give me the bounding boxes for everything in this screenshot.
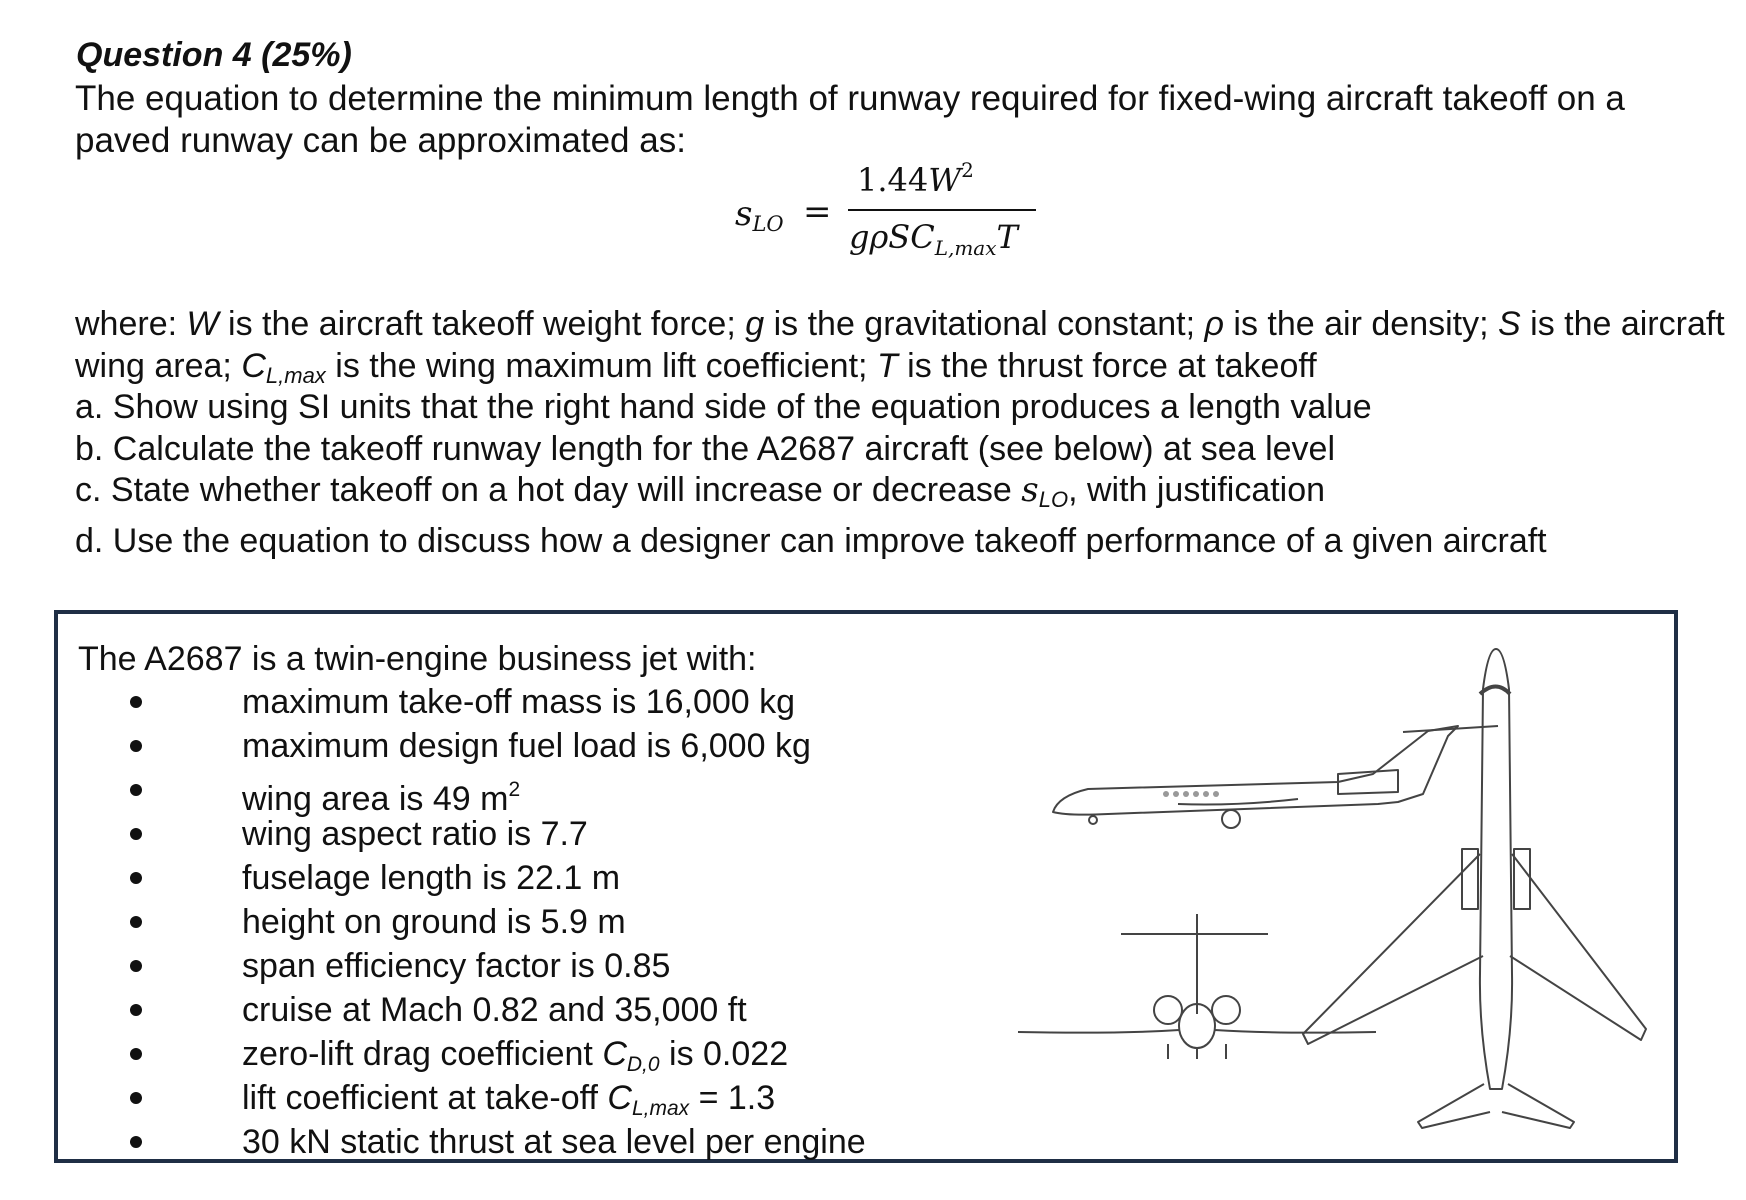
bullet-icon	[130, 1136, 142, 1148]
task-d: d. Use the equation to discuss how a designer can improve takeoff performance of a given aircraft	[75, 521, 1547, 560]
spec-item: fuselage length is 22.1 m	[130, 856, 866, 900]
bullet-icon	[130, 960, 142, 972]
spec-intro: The A2687 is a twin-engine business jet with:	[78, 640, 757, 678]
spec-item: height on ground is 5.9 m	[130, 900, 866, 944]
question-intro: The equation to determine the minimum length of runway required for fixed-wing aircraft takeoff on a paved runway can be approximated as:	[75, 79, 1625, 160]
spec-item: wing area is 49 $m^2$	[130, 768, 866, 812]
spec-item: maximum design fuel load is 6,000 kg	[130, 724, 866, 768]
spec-item: maximum take-off mass is 16,000 kg	[130, 680, 866, 724]
bullet-icon	[130, 1004, 142, 1016]
aircraft-side-view	[1053, 726, 1498, 828]
task-a: a. Show using SI units that the right hand side of the equation produces a length value	[75, 388, 1372, 426]
aircraft-top-view	[1303, 649, 1646, 1128]
bullet-icon	[130, 1048, 142, 1060]
bullet-icon	[130, 696, 142, 708]
bullet-icon	[130, 1092, 142, 1104]
spec-item: span efficiency factor is 0.85	[130, 944, 866, 988]
bullet-icon	[130, 872, 142, 884]
aircraft-three-view-drawing	[978, 634, 1658, 1144]
variable-definitions: where: W is the aircraft takeoff weight force; g is the gravitational constant; ρ is the air density; S is the aircraft wing area; $C_{L,max}$ is the wing maximum lift coefficient; T is the thrust force at takeoff	[75, 305, 1725, 388]
bullet-icon	[130, 916, 142, 928]
equation-equals: =	[803, 192, 832, 232]
equation-denominator: gρSC$_{L,max}$T	[849, 218, 1018, 260]
task-list	[75, 387, 1547, 562]
question-title: Question 4 (25%)	[76, 36, 352, 74]
spec-item: cruise at Mach 0.82 and 35,000 ft	[130, 988, 866, 1032]
bullet-icon	[130, 828, 142, 840]
bullet-icon	[130, 784, 142, 796]
spec-list	[130, 680, 866, 1164]
equation-numerator: $1.44W^2$	[857, 158, 974, 199]
task-b: b. Calculate the takeoff runway length for the A2687 aircraft (see below) at sea level	[75, 429, 1335, 468]
equation-lhs: $s_{LO}$	[735, 194, 784, 236]
spec-item: zero-lift drag coefficient $C_{D,0}$ is 0.022	[130, 1032, 866, 1076]
aircraft-spec-box	[54, 610, 1678, 1163]
spec-item: 30 kN static thrust at sea level per engine	[130, 1120, 866, 1164]
bullet-icon	[130, 740, 142, 752]
fraction-bar	[848, 209, 1036, 211]
spec-item: wing aspect ratio is 7.7	[130, 812, 866, 856]
takeoff-equation	[735, 150, 1055, 270]
spec-item: lift coefficient at take-off $C_{L,max} = 1.3$	[130, 1076, 866, 1120]
task-c: c. State whether takeoff on a hot day will increase or decrease $s_{LO}$, with justification	[75, 470, 1326, 512]
